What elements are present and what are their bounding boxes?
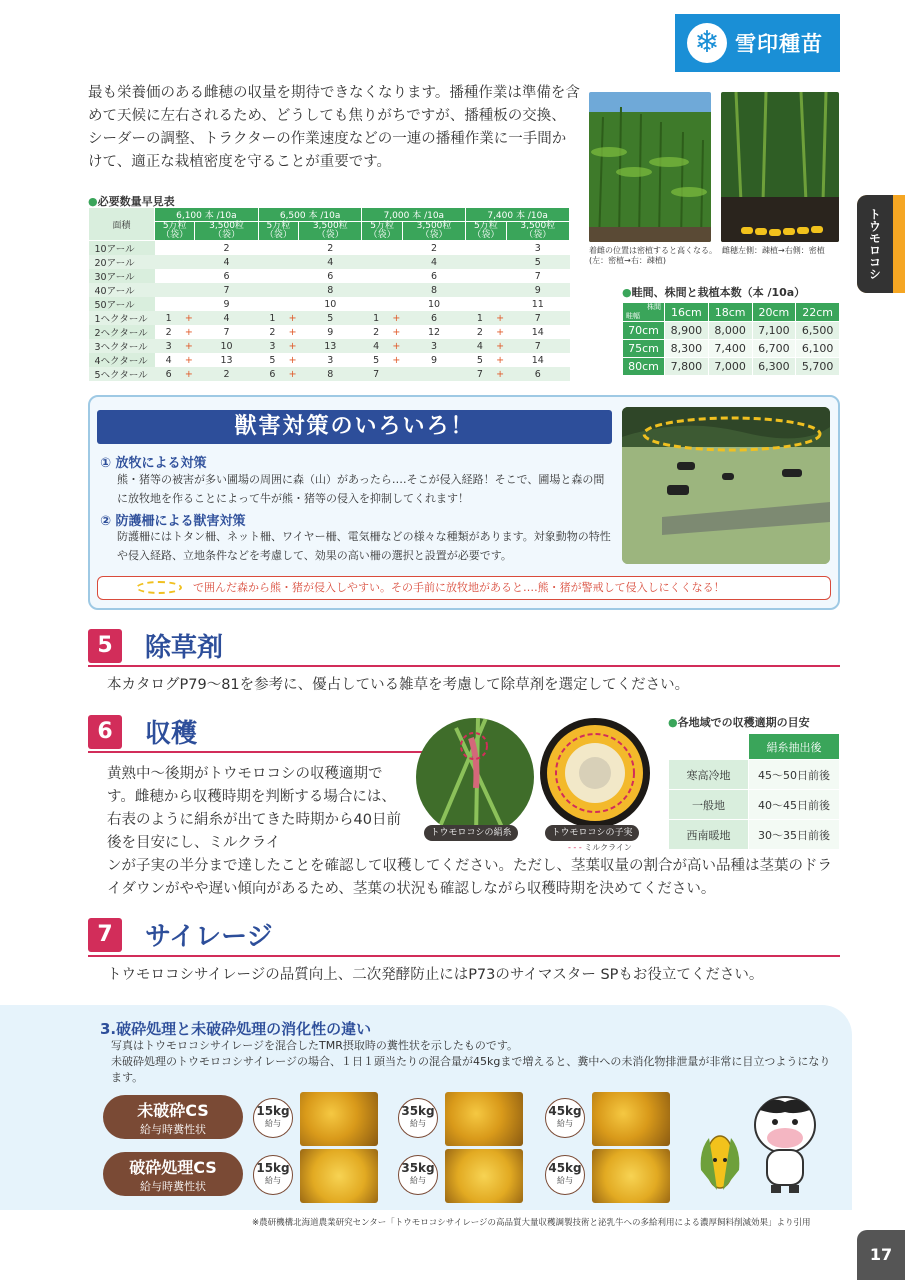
- qty-cell-3500: 10: [324, 298, 337, 310]
- qty-cell-50k: [155, 283, 183, 297]
- sec7-title: サイレージ: [145, 922, 273, 952]
- qty-cell-3500: 5: [506, 255, 569, 269]
- qty-cell-50k: [258, 241, 286, 256]
- bullet-icon: ●: [88, 195, 98, 208]
- qty-cell-50k: 6: [258, 367, 286, 381]
- beast-s2-title: ② 防護柵による獣害対策: [100, 514, 246, 529]
- qty-cell-3500: 12: [427, 326, 441, 338]
- plus-icon: +: [496, 326, 505, 338]
- spacing-cell: 6,700: [752, 340, 796, 358]
- sec6-text-b: ンが子実の半分まで達したことを確認して収穫してください。ただし、茎葉収量の割合が高い品種は茎葉のドライダウンがやや遅い傾向があるため、茎葉の状況も確認しながら収穫時期を決めてください。: [107, 858, 832, 897]
- plus-icon: +: [287, 339, 299, 353]
- milkline-legend: - - - ミルクライン: [568, 843, 632, 852]
- qty-cell-3500: [402, 367, 465, 381]
- plus-icon: [390, 283, 402, 297]
- sec7-rule: [88, 955, 840, 957]
- plus-icon: +: [392, 326, 401, 338]
- qty-area: 50アール: [89, 297, 155, 311]
- qty-cell-50k: 2: [269, 326, 276, 338]
- feed-amount-badge: 45kg 給与: [545, 1155, 585, 1195]
- table-row: [89, 339, 570, 353]
- qty-cell-50k: 1: [362, 311, 390, 325]
- qty-cell-50k: [155, 297, 183, 311]
- feed-amount-badge: 15kg 給与: [253, 1098, 293, 1138]
- qty-area: 40アール: [89, 283, 155, 297]
- qty-cell-50k: 2: [165, 326, 172, 338]
- side-tab-label: トウモロコシ: [857, 195, 893, 293]
- table-row: [669, 760, 840, 790]
- qty-cell-50k: [362, 241, 390, 256]
- qty-cell-3500: 6: [402, 311, 465, 325]
- qty-cell-3500: 7: [506, 339, 569, 353]
- sec5-number: 5: [88, 629, 122, 663]
- qty-cell-3500: 7: [506, 311, 569, 325]
- qty-cell-50k: 7: [466, 367, 494, 381]
- qty-cell-3500: 3: [402, 339, 465, 353]
- plus-icon: +: [390, 311, 402, 325]
- qty-cell-50k: 6: [155, 367, 183, 381]
- qty-header-density: 6,500 本 /10a: [258, 208, 362, 222]
- feces-photo: [445, 1092, 523, 1146]
- dashed-ellipse-icon: [136, 581, 182, 594]
- beast-s2-text: 防護柵にはトタン柵、ネット柵、ワイヤー柵、電気柵などの様々な種類があります。対象動物の特性や侵入経路、立地条件などを考慮して、効果の高い柵の選択と設置が必要です。: [117, 530, 611, 562]
- plus-icon: [183, 241, 195, 256]
- dashed-line-icon: - - -: [568, 843, 582, 852]
- spacing-row-label: 80cm: [623, 358, 665, 376]
- table-row: [669, 790, 840, 820]
- plus-icon: [494, 269, 506, 283]
- feed-amount-badge: 35kg 給与: [398, 1155, 438, 1195]
- silk-label: トウモロコシの絹糸: [424, 825, 518, 841]
- qty-cell-50k: [155, 241, 183, 256]
- qty-cell-50k: [362, 297, 390, 311]
- plus-icon: +: [287, 367, 299, 381]
- qty-area: 2ヘクタール: [89, 325, 155, 339]
- qty-cell-3500: 8: [299, 283, 362, 297]
- qty-cell-3500: 6: [327, 270, 334, 282]
- plus-icon: +: [184, 326, 193, 338]
- qty-cell-3500: 14: [531, 326, 544, 338]
- qty-cell-50k: 5: [269, 354, 276, 366]
- harvest-value: 45〜50日前後: [749, 760, 840, 790]
- corn-mascot: [695, 1130, 745, 1200]
- feces-photo: [445, 1149, 523, 1203]
- feed-amount-badge: 15kg 給与: [253, 1155, 293, 1195]
- kernel-label: トウモロコシの子実: [545, 825, 639, 841]
- qty-table-title: ●必要数量早見表: [88, 195, 175, 208]
- plus-icon: +: [183, 311, 195, 325]
- qty-cell-50k: 2: [373, 326, 380, 338]
- qty-cell-50k: 1: [258, 311, 286, 325]
- qty-subheader-3500: 3,500粒 （袋）: [195, 222, 258, 241]
- qty-cell-3500: 9: [506, 283, 569, 297]
- plus-icon: [390, 367, 402, 381]
- qty-cell-50k: [362, 255, 390, 269]
- qty-cell-3500: 13: [299, 339, 362, 353]
- qty-cell-3500: 10: [427, 298, 441, 310]
- feces-photo: [592, 1149, 670, 1203]
- qty-cell-50k: [258, 283, 286, 297]
- spacing-cell: 7,100: [752, 322, 796, 340]
- qty-cell-50k: 4: [362, 339, 390, 353]
- harvest-value: 40〜45日前後: [749, 790, 840, 820]
- qty-area: 3ヘクタール: [89, 339, 155, 353]
- qty-area: 1ヘクタール: [89, 311, 155, 325]
- plus-icon: [183, 283, 195, 297]
- qty-cell-3500: 9: [327, 326, 334, 338]
- qty-cell-3500: 9: [223, 298, 230, 310]
- qty-area: 30アール: [89, 269, 155, 283]
- harvest-region: 寒高冷地: [669, 760, 749, 790]
- qty-cell-3500: 9: [431, 354, 438, 366]
- intro-paragraph: 最も栄養価のある雌穂の収量を期待できなくなります。播種作業は準備を含めて天候に左右されるため、どうしても焦りがちですが、播種板の交換、シーダーの調整、トラクターの作業速度などの一連の播種作業に一手間かけて、適正な栽植密度を守ることが重要です。: [88, 85, 580, 170]
- qty-cell-50k: 4: [165, 354, 172, 366]
- harvest-value: 30〜35日前後: [749, 820, 840, 850]
- qty-cell-3500: 6: [506, 367, 569, 381]
- plus-icon: [390, 269, 402, 283]
- qty-cell-50k: [362, 283, 390, 297]
- spacing-table-title: ●畦間、株間と栽植本数（本 /10a）: [622, 286, 806, 299]
- spacing-col: 16cm: [665, 303, 709, 322]
- qty-cell-3500: 8: [299, 367, 362, 381]
- qty-cell-50k: [466, 255, 494, 269]
- table-row: [89, 283, 570, 297]
- feces-photo: [300, 1149, 378, 1203]
- qty-cell-3500: 2: [195, 367, 258, 381]
- plus-icon: +: [288, 354, 297, 366]
- qty-cell-50k: 5: [476, 354, 483, 366]
- page-number: 17: [857, 1230, 905, 1280]
- plus-icon: [183, 297, 195, 311]
- plus-icon: +: [184, 354, 193, 366]
- qty-cell-50k: 2: [476, 326, 483, 338]
- feces-photo: [300, 1092, 378, 1146]
- qty-header-density: 6,100 本 /10a: [155, 208, 259, 222]
- brand-name: 雪印種苗: [735, 32, 823, 56]
- sec7-text: トウモロコシサイレージの品質向上、二次発酵防止にはP73のサイマスター SPもお役立てください。: [107, 967, 764, 983]
- row2-pill: 破砕処理CS 給与時糞性状: [103, 1152, 243, 1196]
- pasture-photo: [622, 407, 830, 564]
- plus-icon: [494, 283, 506, 297]
- spacing-table: [622, 302, 840, 376]
- plus-icon: +: [287, 311, 299, 325]
- qty-cell-3500: 6: [431, 270, 438, 282]
- feces-photo: [592, 1092, 670, 1146]
- qty-cell-3500: 4: [402, 255, 465, 269]
- qty-subheader-3500: 3,500粒 （袋）: [402, 222, 465, 241]
- sec6-text-a: 黄熟中〜後期がトウモロコシの収穫適期です。雌穂から収穫時期を判断する場合には、右表のように絹糸が出てきた時期から40日前後を目安にし、ミルクライ: [107, 766, 401, 851]
- sec5-text: 本カタログP79〜81を参考に、優占している雑草を考慮して除草剤を選定してください。: [107, 677, 690, 693]
- table-row: [89, 353, 570, 367]
- row1-pill: 未破砕CS 給与時糞性状: [103, 1095, 243, 1139]
- spacing-col: 18cm: [708, 303, 752, 322]
- footnote: ※農研機構北海道農業研究センター「トウモロコシサイレージの高品質大量収穫調製技術と泌乳牛への多給利用による濃厚飼料削減効果」より引用: [252, 1218, 811, 1228]
- spacing-cell: 8,300: [665, 340, 709, 358]
- qty-cell-3500: 5: [299, 311, 362, 325]
- qty-area: 20アール: [89, 255, 155, 269]
- table-row: [623, 340, 840, 358]
- spacing-cell: 8,000: [708, 322, 752, 340]
- corn-ears-photo: [721, 92, 839, 242]
- qty-cell-3500: 3: [327, 354, 334, 366]
- qty-area: 10アール: [89, 241, 155, 256]
- qty-cell-50k: [155, 269, 183, 283]
- plus-icon: [390, 241, 402, 256]
- qty-cell-3500: 2: [431, 242, 438, 254]
- beast-s1-text: 熊・猪等の被害が多い圃場の周囲に森（山）があったら‥‥そこが侵入経路！そこで、圃場と森の間に放牧地を作ることによって牛が熊・猪等の侵入を抑制してくれます！: [117, 473, 605, 505]
- digest-text: 写真はトウモロコシサイレージを混合したTMR摂取時の糞性状を示したものです。 未破砕処理のトウモロコシサイレージの場合、１日１頭当たりの混合量が45kgまで増えると、糞中への未消化物排泄量が非常に目立つようになります。: [111, 1039, 831, 1084]
- sec6-rule: [88, 751, 423, 753]
- plus-icon: +: [390, 339, 402, 353]
- qty-cell-50k: 1: [155, 311, 183, 325]
- plus-icon: [494, 297, 506, 311]
- qty-cell-50k: 3: [258, 339, 286, 353]
- plus-icon: +: [288, 326, 297, 338]
- spacing-cell: 6,500: [796, 322, 840, 340]
- sec5-rule: [88, 665, 840, 667]
- spacing-cell: 7,000: [708, 358, 752, 376]
- plus-icon: +: [494, 311, 506, 325]
- sec6-number: 6: [88, 715, 122, 749]
- qty-cell-50k: [258, 269, 286, 283]
- spacing-row-label: 75cm: [623, 340, 665, 358]
- qty-cell-50k: 1: [466, 311, 494, 325]
- plus-icon: +: [494, 367, 506, 381]
- qty-cell-3500: 13: [220, 354, 233, 366]
- table-row: [89, 311, 570, 325]
- qty-cell-3500: 4: [195, 311, 258, 325]
- plus-icon: +: [183, 367, 195, 381]
- spacing-cell: 8,900: [665, 322, 709, 340]
- kernel-photo: [540, 718, 650, 828]
- harvest-region: 西南暖地: [669, 820, 749, 850]
- qty-cell-50k: [466, 269, 494, 283]
- plus-icon: +: [392, 354, 401, 366]
- beast-title: 獣害対策のいろいろ！: [97, 410, 612, 444]
- qty-cell-50k: 5: [373, 354, 380, 366]
- qty-cell-3500: 3: [534, 242, 541, 254]
- plus-icon: +: [496, 354, 505, 366]
- harvest-head: 絹糸抽出後: [749, 734, 840, 760]
- feed-amount-badge: 35kg 給与: [398, 1098, 438, 1138]
- table-row: [89, 367, 570, 381]
- silk-photo: [416, 718, 534, 836]
- brand-logo: [675, 14, 840, 72]
- plus-icon: [390, 255, 402, 269]
- qty-cell-3500: 14: [531, 354, 544, 366]
- qty-subheader-3500: 3,500粒 （袋）: [299, 222, 362, 241]
- spacing-cell: 6,300: [752, 358, 796, 376]
- qty-cell-3500: 4: [299, 255, 362, 269]
- table-row: [89, 241, 570, 256]
- plus-icon: [183, 269, 195, 283]
- cow-mascot: [745, 1090, 825, 1195]
- qty-cell-50k: 3: [155, 339, 183, 353]
- spacing-col: 20cm: [752, 303, 796, 322]
- table-row: [89, 297, 570, 311]
- bullet-icon: ●: [622, 286, 632, 299]
- qty-cell-50k: [466, 283, 494, 297]
- sec5-title: 除草剤: [145, 633, 224, 663]
- qty-cell-50k: [155, 255, 183, 269]
- qty-area: 5ヘクタール: [89, 367, 155, 381]
- qty-subheader-50k: 5万粒 （袋）: [155, 222, 195, 241]
- qty-cell-3500: 10: [195, 339, 258, 353]
- table-row: [89, 325, 570, 339]
- qty-table: [88, 207, 570, 381]
- qty-cell-3500: 2: [223, 242, 230, 254]
- side-tab[interactable]: [857, 195, 905, 293]
- qty-subheader-50k: 5万粒 （袋）: [466, 222, 506, 241]
- spacing-corner: 株間 畦幅: [623, 303, 665, 322]
- spacing-col: 22cm: [796, 303, 840, 322]
- qty-cell-3500: 4: [195, 255, 258, 269]
- plus-icon: +: [494, 339, 506, 353]
- qty-cell-50k: [258, 255, 286, 269]
- harvest-table: [668, 733, 840, 850]
- plus-icon: [494, 255, 506, 269]
- table-row: [669, 820, 840, 850]
- qty-subheader-3500: 3,500粒 （袋）: [506, 222, 569, 241]
- plus-icon: [287, 269, 299, 283]
- beast-note: で囲んだ森から熊・猪が侵入しやすい。その手前に放牧地があると‥‥熊・猪が警戒して侵入しにくくなる！: [97, 576, 831, 600]
- bullet-icon: ●: [668, 716, 678, 729]
- qty-cell-3500: 8: [402, 283, 465, 297]
- spacing-cell: 7,800: [665, 358, 709, 376]
- qty-header-area: 面積: [89, 208, 155, 241]
- table-row: [89, 269, 570, 283]
- plus-icon: [287, 241, 299, 256]
- spacing-row-label: 70cm: [623, 322, 665, 340]
- spacing-cell: 7,400: [708, 340, 752, 358]
- table-row: [89, 255, 570, 269]
- plus-icon: [287, 283, 299, 297]
- digest-title: 3.破砕処理と未破砕処理の消化性の違い: [100, 1020, 372, 1038]
- spacing-cell: 6,100: [796, 340, 840, 358]
- qty-cell-50k: 7: [362, 367, 390, 381]
- qty-header-density: 7,400 本 /10a: [466, 208, 570, 222]
- plus-icon: [390, 297, 402, 311]
- qty-cell-3500: 6: [223, 270, 230, 282]
- feed-amount-badge: 45kg 給与: [545, 1098, 585, 1138]
- sec7-number: 7: [88, 918, 122, 952]
- qty-subheader-50k: 5万粒 （袋）: [362, 222, 402, 241]
- qty-cell-50k: 4: [466, 339, 494, 353]
- harvest-table-title: ●各地域での収穫適期の目安: [668, 716, 810, 729]
- plus-icon: +: [183, 339, 195, 353]
- table-row: [623, 358, 840, 376]
- qty-cell-50k: [362, 269, 390, 283]
- qty-cell-3500: 11: [531, 298, 544, 310]
- sec6-title: 収穫: [145, 719, 198, 749]
- spacing-cell: 5,700: [796, 358, 840, 376]
- plus-icon: [287, 297, 299, 311]
- corn-photo-caption: 着雌の位置は密植すると高くなる。 (左：密植→右：疎植): [589, 246, 717, 265]
- table-row: [623, 322, 840, 340]
- snowflake-icon: ❄: [687, 23, 727, 63]
- plus-icon: [287, 255, 299, 269]
- qty-cell-3500: 7: [534, 270, 541, 282]
- corn-field-photo: [589, 92, 711, 242]
- qty-cell-50k: [466, 241, 494, 256]
- qty-cell-3500: 7: [195, 283, 258, 297]
- qty-subheader-50k: 5万粒 （袋）: [258, 222, 298, 241]
- plus-icon: [183, 255, 195, 269]
- qty-cell-3500: 2: [327, 242, 334, 254]
- harvest-region: 一般地: [669, 790, 749, 820]
- qty-area: 4ヘクタール: [89, 353, 155, 367]
- beast-s1-title: ① 放牧による対策: [100, 456, 207, 471]
- qty-header-density: 7,000 本 /10a: [362, 208, 466, 222]
- qty-cell-50k: [466, 297, 494, 311]
- qty-cell-3500: 7: [223, 326, 230, 338]
- qty-cell-50k: [258, 297, 286, 311]
- plus-icon: [494, 241, 506, 256]
- ear-photo-caption: 雌穂左側：疎植→右側：密植: [722, 246, 825, 255]
